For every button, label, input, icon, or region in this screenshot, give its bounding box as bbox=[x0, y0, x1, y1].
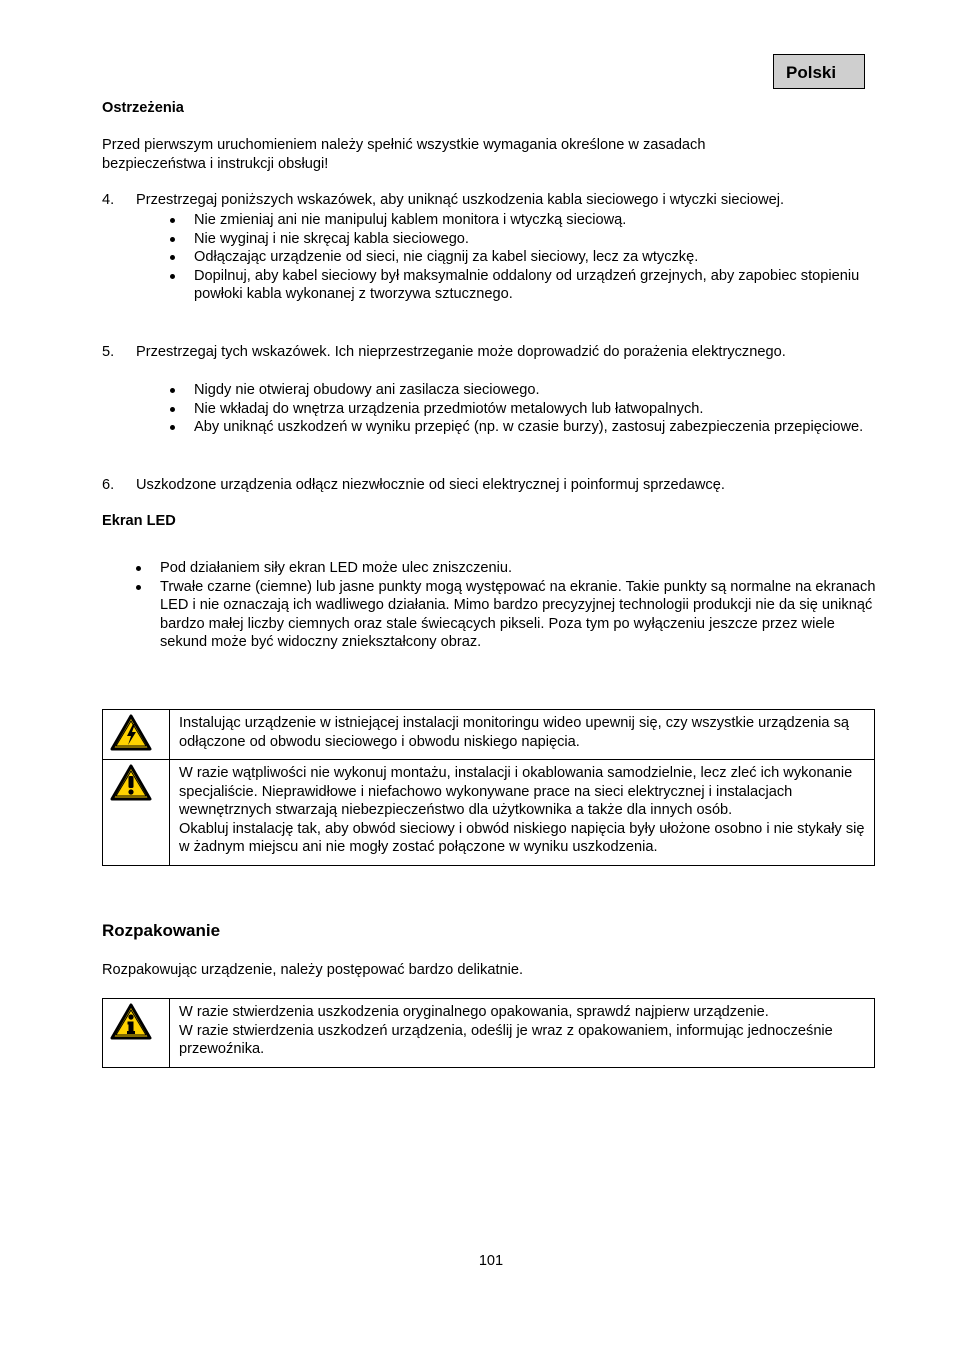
item-text: Przestrzegaj tych wskazówek. Ich nieprzestrzeganie może doprowadzić do porażenia elektrycznego. bbox=[136, 344, 786, 360]
notice-text: Okabluj instalację tak, aby obwód sieciowy i obwód niskiego napięcia były ułożone osobno i nie stykały się w żadnym miejscu ani nie mogły zostać połączone w wyniku uszkodzenia. bbox=[179, 820, 865, 855]
list-item: Aby uniknąć uszkodzeń w wyniku przepięć (np. w czasie burzy), zastosuj zabezpieczenia przepięciowe. bbox=[166, 418, 866, 437]
led-bullets bbox=[132, 559, 882, 652]
unpacking-notice-table bbox=[102, 998, 875, 1068]
icon-cell bbox=[103, 999, 170, 1068]
safety-notice-table bbox=[102, 709, 875, 866]
page-number: 101 bbox=[478, 1253, 504, 1269]
item-text: Przestrzegaj poniższych wskazówek, aby uniknąć uszkodzenia kabla sieciowego i wtyczki sieciowej. bbox=[136, 192, 785, 208]
warnings-heading: Ostrzeżenia bbox=[102, 100, 184, 116]
list-item: Nigdy nie otwieraj obudowy ani zasilacza sieciowego. bbox=[166, 381, 866, 400]
led-heading: Ekran LED bbox=[102, 513, 176, 529]
item-number: 5. bbox=[102, 344, 115, 360]
notice-text: W razie stwierdzenia uszkodzenia oryginalnego opakowania, sprawdź najpierw urządzenie. bbox=[179, 1004, 769, 1020]
notice-text: W razie wątpliwości nie wykonuj montażu, instalacji i okablowania samodzielnie, lecz zleć ich wykonanie specjaliście. Nieprawidłowe i niefachowo wykonywane prace na sieci elektrycznej i instalacjach wewnętrznych stwarzają niebezpieczeństwo dla użytkownika a także dla innych osób. bbox=[179, 765, 853, 818]
notice-text-cell bbox=[170, 999, 875, 1068]
electric-hazard-icon bbox=[110, 714, 152, 752]
item-number: 4. bbox=[102, 192, 115, 208]
list-item: Nie wyginaj i nie skręcaj kabla sieciowego. bbox=[166, 230, 866, 249]
table-row bbox=[103, 710, 875, 760]
item-number: 6. bbox=[102, 477, 115, 493]
notice-text: Instalując urządzenie w istniejącej instalacji monitoringu wideo upewnij się, czy wszystkie urządzenia są odłączone od obwodu sieciowego i obwodu niskiego napięcia. bbox=[170, 710, 875, 760]
notice-text: W razie stwierdzenia uszkodzeń urządzenia, odeślij je wraz z opakowaniem, informując jednocześnie przewoźnika. bbox=[179, 1022, 833, 1057]
info-warning-icon bbox=[110, 1003, 152, 1041]
list-item: Nie zmieniaj ani nie manipuluj kablem monitora i wtyczką sieciową. bbox=[166, 211, 866, 230]
notice-text-cell bbox=[170, 760, 875, 866]
list-item: Trwałe czarne (ciemne) lub jasne punkty mogą występować na ekranie. Takie punkty są normalne na ekranach LED i nie oznaczają ich wadliwego działania. Mimo bardzo precyzyjnej technologii produkcji nie da się uniknąć bardzo małej liczby ciemnych oraz stale świecących pikseli. Poza tym po wyłączeniu jeszcze przez wiele sekund może być widoczny zniekształcony obraz. bbox=[132, 578, 882, 652]
language-badge: Polski bbox=[773, 54, 865, 89]
unpacking-heading: Rozpakowanie bbox=[102, 921, 221, 940]
exclamation-warning-icon bbox=[110, 764, 152, 802]
warnings-intro: Przed pierwszym uruchomieniem należy spełnić wszystkie wymagania określone w zasadach bezpieczeństwa i instrukcji obsługi! bbox=[102, 137, 706, 172]
list-item: Pod działaniem siły ekran LED może ulec zniszczeniu. bbox=[132, 559, 882, 578]
icon-cell bbox=[103, 760, 170, 866]
list-item: Odłączając urządzenie od sieci, nie ciągnij za kabel sieciowy, lecz za wtyczkę. bbox=[166, 248, 866, 267]
warning-item-4-bullets bbox=[166, 211, 866, 304]
list-item: Dopilnuj, aby kabel sieciowy był maksymalnie oddalony od urządzeń grzejnych, aby zapobiec stopieniu powłoki kabla wykonanej z tworzywa sztucznego. bbox=[166, 267, 866, 304]
icon-cell bbox=[103, 710, 170, 760]
item-text: Uszkodzone urządzenia odłącz niezwłocznie od sieci elektrycznej i poinformuj sprzedawcę. bbox=[136, 477, 725, 493]
warning-item-5-bullets bbox=[166, 381, 866, 437]
unpacking-intro: Rozpakowując urządzenie, należy postępować bardzo delikatnie. bbox=[102, 962, 524, 978]
table-row bbox=[103, 999, 875, 1068]
list-item: Nie wkładaj do wnętrza urządzenia przedmiotów metalowych lub łatwopalnych. bbox=[166, 400, 866, 419]
table-row bbox=[103, 760, 875, 866]
